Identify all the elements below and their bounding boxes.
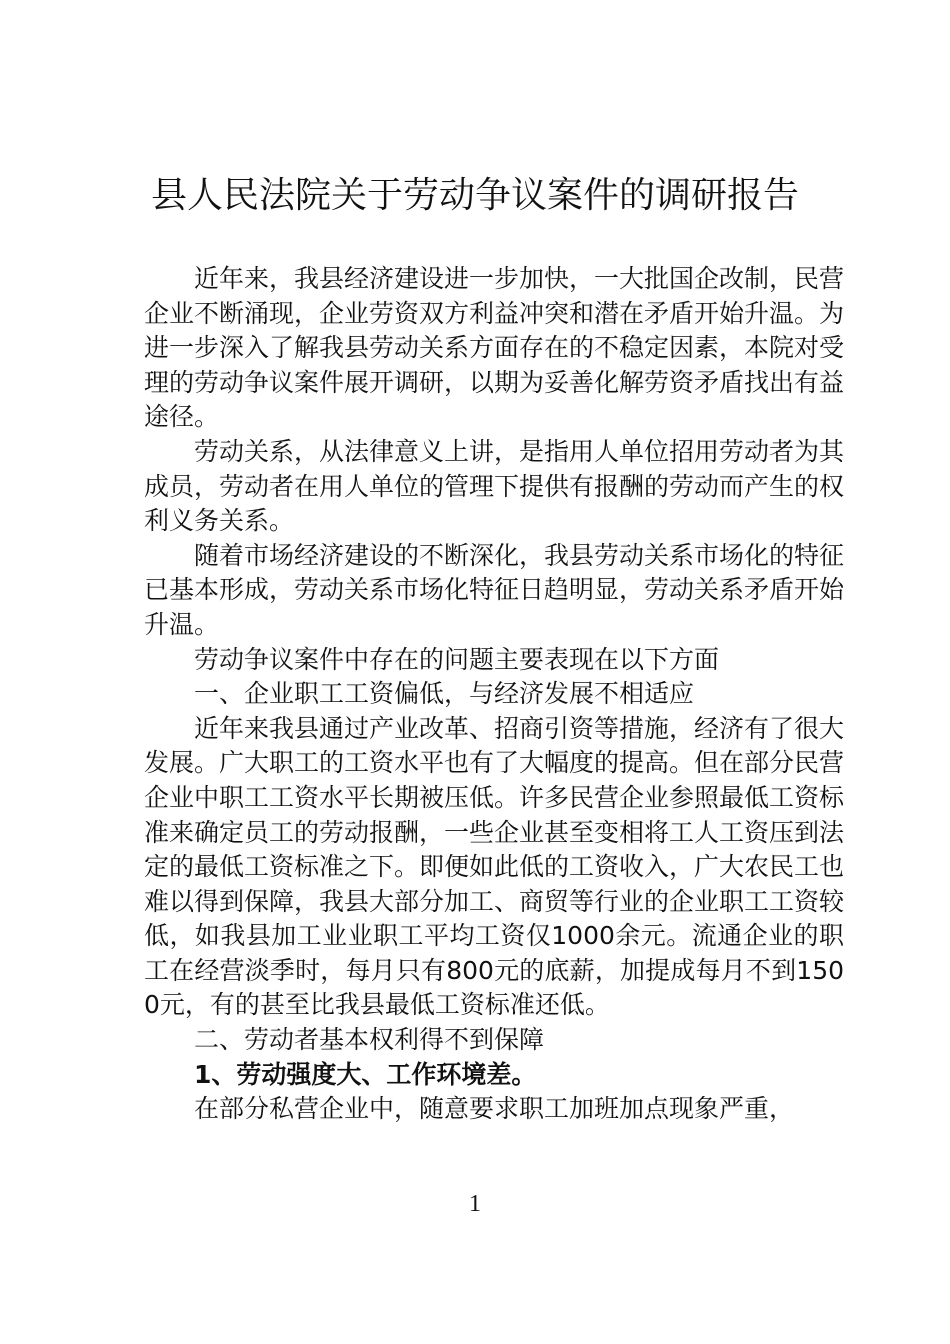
paragraph-definition: 劳动关系，从法律意义上讲，是指用人单位招用劳动者为其成员，劳动者在用人单位的管理下提供有报酬的劳动而产生的权利义务关系。 — [144, 436, 845, 536]
paragraph-intro: 近年来，我县经济建设进一步加快，一大批国企改制，民营企业不断涌现，企业劳资双方利益冲突和潜在矛盾开始升温。为进一步深入了解我县劳动关系方面存在的不稳定因素，本院对受理的劳动争议案件展开调研，以期为妥善化解劳资矛盾找出有益途径。 — [144, 264, 845, 432]
section-intro-line: 劳动争议案件中存在的问题主要表现在以下方面 — [194, 644, 720, 674]
subsection-heading-1: 1、劳动强度大、工作环境差。 — [194, 1059, 537, 1089]
document-body — [144, 262, 844, 1127]
paragraph-marketization: 随着市场经济建设的不断深化，我县劳动关系市场化的特征已基本形成，劳动关系市场化特征日趋明显，劳动关系矛盾开始升温。 — [144, 540, 845, 639]
document-title: 县人民法院关于劳动争议案件的调研报告 — [150, 175, 799, 216]
page-number: 1 — [469, 1191, 481, 1217]
section-heading-1: 一、企业职工工资偏低，与经济发展不相适应 — [194, 679, 695, 709]
section-heading-2: 二、劳动者基本权利得不到保障 — [194, 1025, 545, 1055]
paragraph-overtime: 在部分私营企业中，随意要求职工加班加点现象严重， — [194, 1094, 795, 1124]
paragraph-wages: 近年来我县通过产业改革、招商引资等措施，经济有了很大发展。广大职工的工资水平也有了大幅度的提高。但在部分民营企业中职工工资水平长期被压低。许多民营企业参照最低工资标准来确定员工的劳动报酬，一些企业甚至变相将工人工资压到法定的最低工资标准之下。即便如此低的工资收入，广大农民工也难以得到保障，我县大部分加工、商贸等行业的企业职工工资较低，如我县加工业业职工平均工资仅1000余元。流通企业的职工在经营淡季时，每月只有800元的底薪，加提成每月不到1500元，有的甚至比我县最低工资标准还低。 — [144, 713, 845, 1020]
